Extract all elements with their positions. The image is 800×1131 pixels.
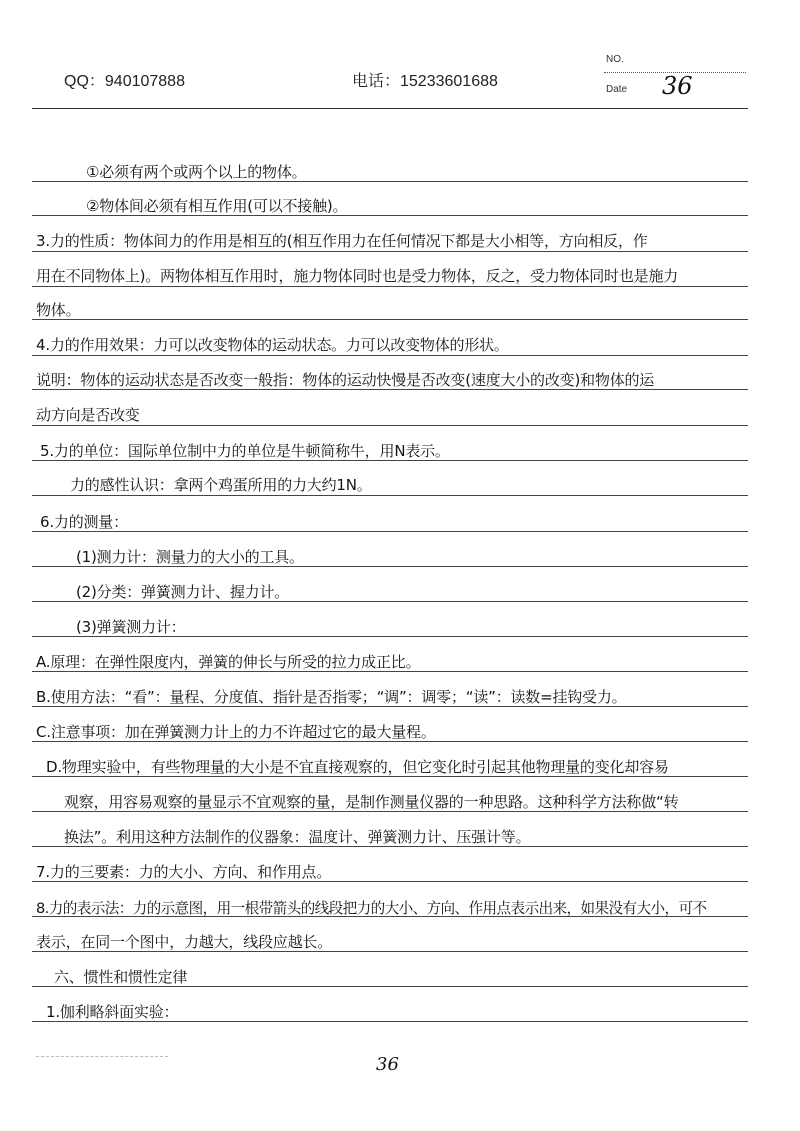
text-line: ②物体间必须有相互作用(可以不接触)。 <box>86 197 348 215</box>
ruled-line <box>32 531 748 532</box>
footer-mark <box>36 1056 168 1057</box>
text-line: 4.力的作用效果：力可以改变物体的运动状态。力可以改变物体的形状。 <box>36 336 509 354</box>
text-line: 物体。 <box>36 301 81 319</box>
text-line: A.原理：在弹性限度内，弹簧的伸长与所受的拉力成正比。 <box>36 653 421 671</box>
section-heading: 六、惯性和惯性定律 <box>54 968 188 986</box>
text-line: (2)分类：弹簧测力计、握力计。 <box>76 583 290 601</box>
text-line: 换法”。利用这种方法制作的仪器象：温度计、弹簧测力计、压强计等。 <box>64 828 531 846</box>
text-line: C.注意事项：加在弹簧测力计上的力不许超过它的最大量程。 <box>36 723 436 741</box>
ruled-line <box>32 251 748 252</box>
date-value: 36 <box>662 72 693 100</box>
text-line: D.物理实验中，有些物理量的大小是不宜直接观察的，但它变化时引起其他物理量的变化却容易 <box>46 758 669 776</box>
ruled-line <box>32 425 748 426</box>
text-line: 7.力的三要素：力的大小、方向、和作用点。 <box>36 863 332 881</box>
text-line: (3)弹簧测力计： <box>76 618 186 636</box>
date-label: Date <box>606 84 628 95</box>
header-rule <box>32 108 748 109</box>
text-line: B.使用方法：“看”：量程、分度值、指针是否指零；“调”：调零；“读”：读数=挂钩受力。 <box>36 688 627 706</box>
text-line: 3.力的性质：物体间力的作用是相互的(相互作用力在任何情况下都是大小相等，方向相反，作 <box>36 232 648 250</box>
text-line: 观察，用容易观察的量显示不宜观察的量，是制作测量仪器的一种思路。这种科学方法称做“转 <box>64 793 679 811</box>
text-line: 1.伽利略斜面实验： <box>46 1003 179 1021</box>
text-line: 用在不同物体上)。两物体相互作用时，施力物体同时也是受力物体，反之，受力物体同时也是施力 <box>36 267 679 285</box>
ruled-line <box>32 286 748 287</box>
ruled-line <box>32 495 748 496</box>
text-line: 6.力的测量： <box>40 513 128 531</box>
text-line: (1)测力计：测量力的大小的工具。 <box>76 548 304 566</box>
ruled-line <box>32 319 748 320</box>
text-line: 动方向是否改变 <box>36 406 140 424</box>
text-line: 5.力的单位：国际单位制中力的单位是牛顿简称牛，用N表示。 <box>40 442 450 460</box>
phone-contact: 电话：15233601688 <box>352 73 498 90</box>
text-line: 8.力的表示法：力的示意图，用一根带箭头的线段把力的大小、方向、作用点表示出来，如果没有大小，可不 <box>36 900 707 917</box>
qq-contact: QQ：940107888 <box>64 73 185 90</box>
page-number: 36 <box>376 1054 399 1075</box>
text-line: ①必须有两个或两个以上的物体。 <box>86 163 307 181</box>
text-line: 说明：物体的运动状态是否改变一般指：物体的运动快慢是否改变(速度大小的改变)和物体的运 <box>36 371 655 389</box>
text-line: 表示，在同一个图中，力越大，线段应越长。 <box>36 933 333 951</box>
no-label: NO. <box>606 54 624 65</box>
ruled-line <box>32 355 748 356</box>
text-line: 力的感性认识：拿两个鸡蛋所用的力大约1N。 <box>70 476 372 494</box>
